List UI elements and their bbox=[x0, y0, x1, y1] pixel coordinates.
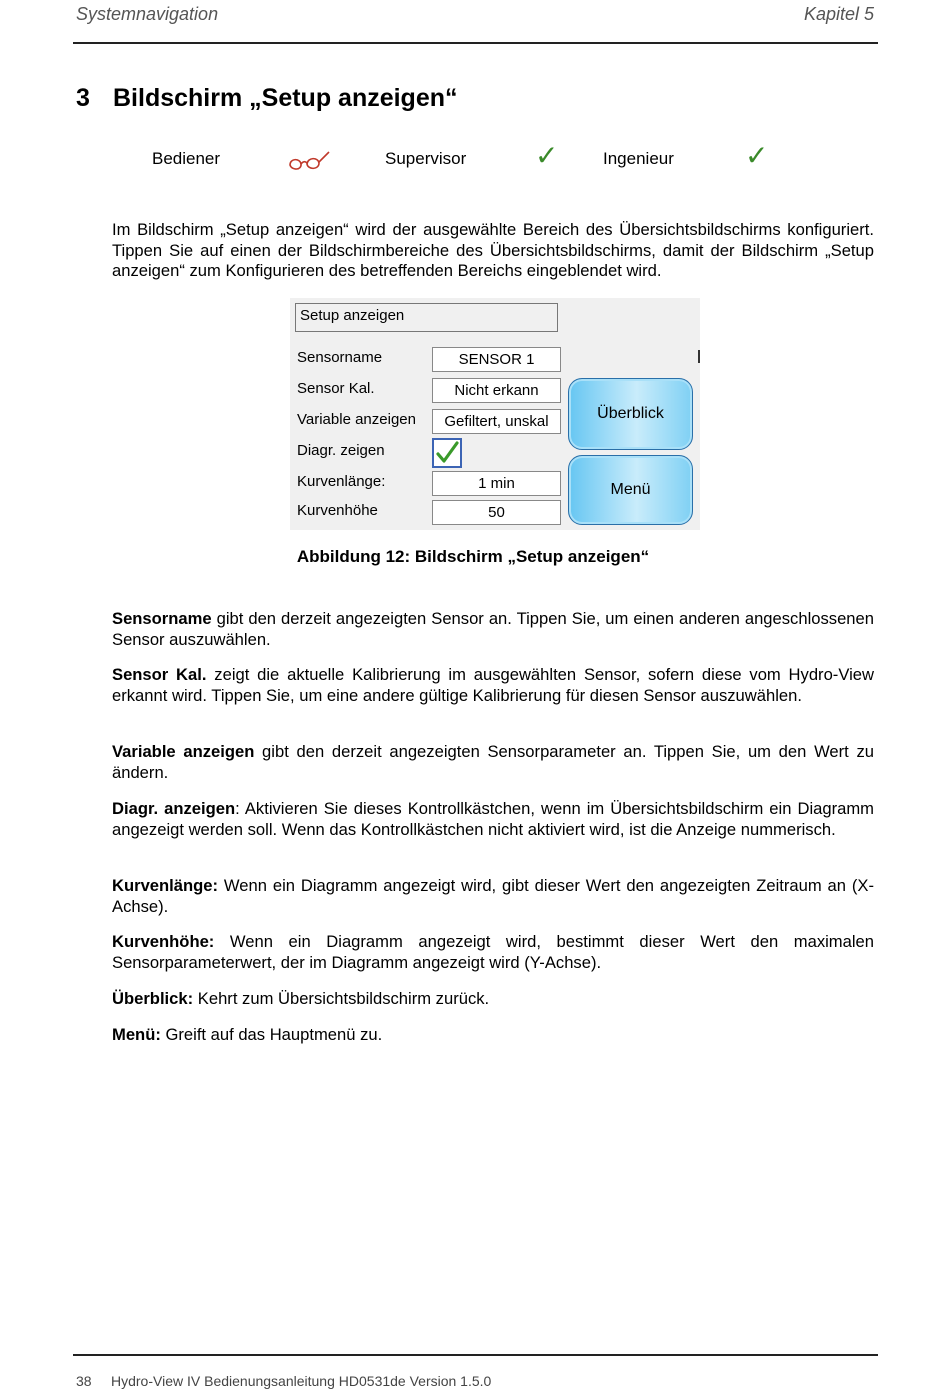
desc-text: Kehrt zum Übersichtsbildschirm zurück. bbox=[193, 989, 490, 1008]
desc-text: gibt den derzeit angezeigten Sensor an. Tippen Sie, um einen anderen angeschlossenen Sensor auszuwählen. bbox=[112, 609, 874, 649]
desc-text: gibt den derzeit angezeigten Sensorparameter an. Tippen Sie, um den Wert zu ändern. bbox=[112, 742, 875, 782]
role-supervisor-label: Supervisor bbox=[385, 149, 467, 168]
screen-title: Setup anzeigen bbox=[295, 303, 558, 332]
label-curve-length: Kurvenlänge: bbox=[297, 473, 386, 490]
role-operator-label: Bediener bbox=[152, 149, 221, 168]
checkmark-icon bbox=[434, 440, 460, 466]
desc-text: Wenn ein Diagramm angezeigt wird, gibt dieser Wert den angezeigten Zeitraum an (X-Achse). bbox=[112, 876, 874, 916]
header-divider bbox=[73, 42, 878, 44]
desc-display-variable bbox=[112, 742, 874, 783]
desc-sensor-name bbox=[112, 609, 874, 650]
footer-divider bbox=[73, 1354, 878, 1356]
setup-screen-screenshot bbox=[290, 298, 700, 530]
desc-text: Wenn ein Diagramm angezeigt wird, bestimmt dieser Wert den maximalen Sensorparameterwert, der im Diagramm angezeigt wird (Y-Achse). bbox=[112, 932, 874, 972]
section-number: 3 bbox=[76, 84, 90, 112]
desc-menu bbox=[112, 1025, 874, 1046]
footer-doc-title: Hydro-View IV Bedienungsanleitung HD0531de Version 1.5.0 bbox=[111, 1373, 492, 1389]
desc-sensor-cal bbox=[112, 665, 874, 706]
label-show-chart: Diagr. zeigen bbox=[297, 442, 385, 459]
checkmark-icon: ✓ bbox=[535, 140, 559, 171]
running-header-right: Kapitel 5 bbox=[803, 4, 874, 24]
menu-button[interactable]: Menü bbox=[568, 455, 693, 525]
running-header-left: Systemnavigation bbox=[76, 4, 219, 24]
curve-height-field[interactable]: 50 bbox=[432, 500, 561, 525]
overview-button[interactable]: Überblick bbox=[568, 378, 693, 450]
desc-curve-length bbox=[112, 876, 874, 917]
label-sensor-cal: Sensor Kal. bbox=[297, 380, 375, 397]
desc-term: Variable anzeigen bbox=[112, 742, 255, 761]
desc-text: : Aktivieren Sie dieses Kontrollkästchen, wenn im Übersichtsbildschirm ein Diagramm angezeigt werden soll. Wenn das Kontrollkästchen nicht aktiviert wird, ist die Anzeige nummerisch. bbox=[112, 799, 874, 839]
section-title: Bildschirm „Setup anzeigen“ bbox=[113, 84, 458, 112]
role-engineer-label: Ingenieur bbox=[603, 149, 674, 168]
desc-text: Greift auf das Hauptmenü zu. bbox=[160, 1025, 383, 1044]
desc-term: Diagr. anzeigen bbox=[112, 799, 236, 818]
label-display-variable: Variable anzeigen bbox=[297, 411, 416, 428]
figure-caption bbox=[0, 547, 950, 567]
intro-paragraph: Im Bildschirm „Setup anzeigen“ wird der ausgewählte Bereich des Übersichtsbildschirms konfiguriert. Tippen Sie auf einen der Bildschirmbereiche des Übersichtsbildschirms, damit der Bildschirm „Setup anzeigen“ zum Konfigurieren des betreffenden Bereichs eingeblendet wird. bbox=[112, 220, 874, 280]
desc-term: Überblick: bbox=[112, 989, 194, 1008]
page-number: 38 bbox=[76, 1373, 92, 1389]
desc-term: Sensor Kal. bbox=[112, 665, 207, 684]
desc-curve-height bbox=[112, 932, 874, 973]
figure-caption-text: Abbildung 12: Bildschirm „Setup anzeigen“ bbox=[296, 547, 650, 566]
checkmark-icon: ✓ bbox=[745, 140, 769, 171]
desc-term: Kurvenlänge: bbox=[112, 876, 219, 895]
desc-text: zeigt die aktuelle Kalibrierung im ausgewählten Sensor, sofern diese vom Hydro-View erkannt wird. Tippen Sie, um eine andere gültige Kalibrierung für diesen Sensor auszuwählen. bbox=[112, 665, 874, 705]
label-curve-height: Kurvenhöhe bbox=[297, 502, 378, 519]
desc-term: Sensorname bbox=[112, 609, 212, 628]
desc-overview bbox=[112, 989, 874, 1010]
label-sensor-name: Sensorname bbox=[297, 349, 383, 366]
desc-term: Kurvenhöhe: bbox=[112, 932, 215, 951]
curve-length-field[interactable]: 1 min bbox=[432, 471, 561, 496]
display-variable-field[interactable]: Gefiltert, unskal bbox=[432, 409, 561, 434]
show-chart-checkbox[interactable] bbox=[432, 438, 462, 468]
sensor-name-field[interactable]: SENSOR 1 bbox=[432, 347, 561, 372]
screenshot-edge-mark bbox=[698, 350, 700, 363]
sensor-cal-field[interactable]: Nicht erkann bbox=[432, 378, 561, 403]
section-heading bbox=[76, 84, 458, 113]
desc-show-chart bbox=[112, 799, 874, 840]
desc-term: Menü: bbox=[112, 1025, 161, 1044]
glasses-icon bbox=[287, 149, 331, 178]
